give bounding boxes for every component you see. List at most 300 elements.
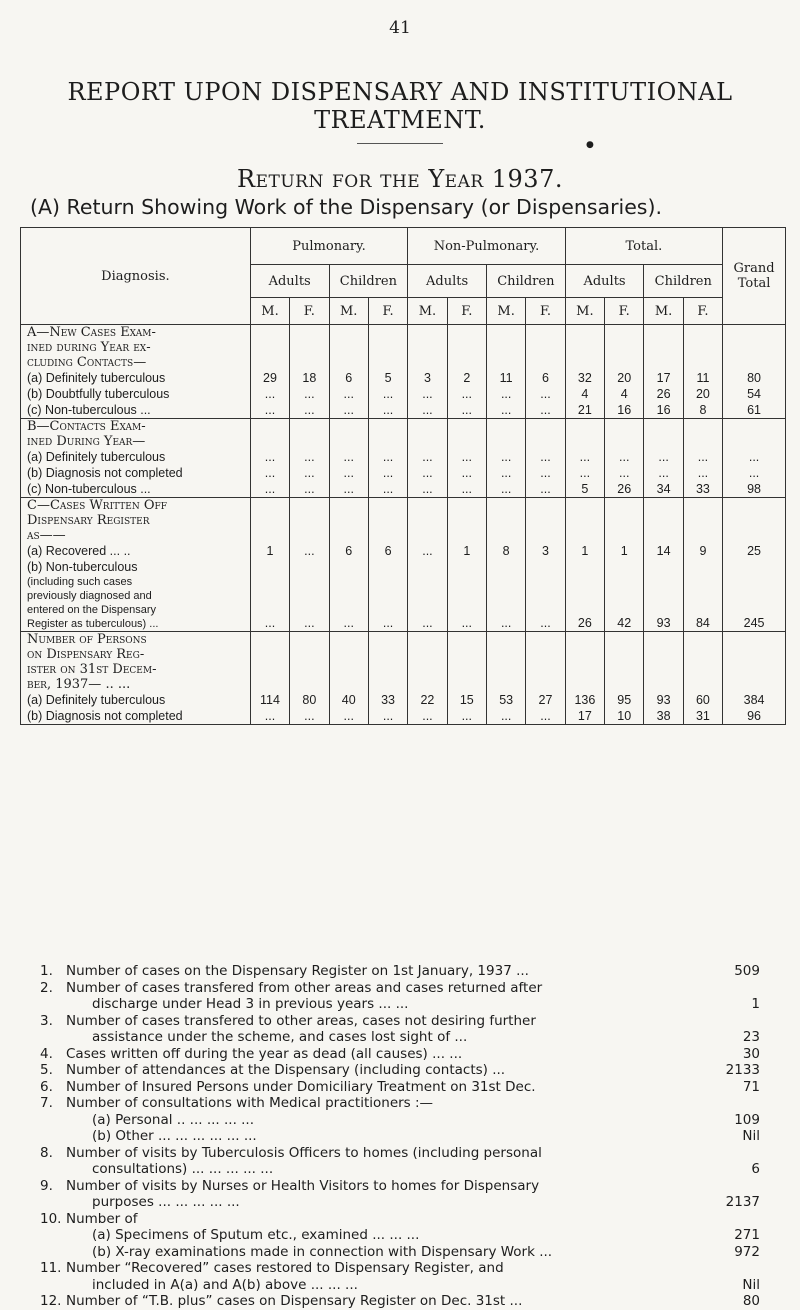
cell-value: ... xyxy=(500,482,512,496)
notes-list xyxy=(40,963,760,1310)
sex-header: M. xyxy=(486,298,525,325)
group-header-total: Total. xyxy=(565,228,722,265)
value-cell xyxy=(447,498,486,632)
cell-value: ... xyxy=(343,450,354,464)
row-label-text: (a) Definitely tuberculous xyxy=(27,371,166,385)
table-caption: (A) Return Showing Work of the Dispensary (or Dispensaries). xyxy=(30,195,663,219)
title-line-1: REPORT UPON DISPENSARY AND INSTITUTIONAL xyxy=(67,78,733,106)
cell-value: ... xyxy=(304,403,315,417)
value-cell xyxy=(605,498,644,632)
cell-value: 54 xyxy=(747,387,762,401)
sex-header: F. xyxy=(368,298,407,325)
cell-value: ... xyxy=(461,616,472,630)
section-heading: cluding Contacts— xyxy=(27,355,147,370)
sub-header-children: Children xyxy=(486,265,565,298)
section-heading: on Dispensary Reg- xyxy=(27,647,145,662)
row-label-note: entered on the Dispensary xyxy=(27,604,157,616)
value-cell xyxy=(565,498,604,632)
note-text: Number of consultations with Medical practitioners :— xyxy=(66,1095,434,1111)
cell-value: ... xyxy=(461,387,472,401)
value-cell xyxy=(683,325,722,419)
cell-value: 60 xyxy=(695,693,710,707)
title-line-2: TREATMENT. xyxy=(314,106,486,134)
cell-value: ... xyxy=(382,450,394,464)
note-number: 8. xyxy=(40,1144,53,1161)
note-value: 109 xyxy=(734,1111,760,1128)
section-heading: as—— xyxy=(27,528,66,543)
cell-value: 6 xyxy=(345,544,353,558)
cell-value: 4 xyxy=(581,387,589,401)
section-heading: ister on 31st Decem- xyxy=(27,662,157,677)
cell-value: ... xyxy=(461,482,472,496)
note-number xyxy=(40,1128,66,1145)
note-value: 6 xyxy=(751,1161,760,1177)
value-cell xyxy=(250,498,289,632)
cell-value: ... xyxy=(540,387,551,401)
row-label xyxy=(21,419,251,498)
cell-value: ... xyxy=(382,387,394,401)
value-cell xyxy=(447,632,486,725)
cell-value: 10 xyxy=(617,709,632,723)
cell-value: 84 xyxy=(695,616,710,630)
cell-value: ... xyxy=(658,466,669,480)
cell-value: 20 xyxy=(617,371,632,385)
note-number: 3. xyxy=(40,1012,53,1029)
cell-value: ... xyxy=(264,709,276,723)
note-line xyxy=(40,1161,760,1178)
cell-value: 53 xyxy=(499,693,514,707)
sub-header-adults: Adults xyxy=(250,265,329,298)
cell-value: ... xyxy=(540,482,551,496)
table-row xyxy=(21,498,786,632)
cell-value: ... xyxy=(304,616,315,630)
cell-value: 6 xyxy=(542,371,549,385)
sex-header: F. xyxy=(526,298,565,325)
cell-value: 22 xyxy=(420,693,435,707)
cell-value: ... xyxy=(382,466,394,480)
cell-value: 98 xyxy=(747,482,762,496)
sex-header: F. xyxy=(605,298,644,325)
note-line xyxy=(40,1112,760,1129)
cell-value: 1 xyxy=(581,544,589,558)
sex-header: F. xyxy=(683,298,722,325)
sub-header-adults: Adults xyxy=(408,265,487,298)
cell-value: 16 xyxy=(656,403,671,417)
cell-value: ... xyxy=(500,450,512,464)
value-cell xyxy=(683,498,722,632)
cell-value: ... xyxy=(658,450,669,464)
cell-value: 3 xyxy=(542,544,549,558)
sex-header: M. xyxy=(408,298,447,325)
cell-value: 8 xyxy=(502,544,510,558)
row-label-text: (c) Non-tuberculous ... xyxy=(27,403,151,417)
note-text: (b) X-ray examinations made in connection with Dispensary Work ... xyxy=(92,1243,553,1260)
cell-value: ... xyxy=(461,403,472,417)
cell-value: ... xyxy=(422,403,433,417)
note-line xyxy=(40,1227,760,1244)
value-cell xyxy=(250,419,289,498)
note-value: 1 xyxy=(751,996,760,1012)
value-cell xyxy=(683,632,722,725)
note-text: (a) Specimens of Sputum etc., examined ... ... ... xyxy=(92,1227,420,1243)
cell-value: ... xyxy=(461,466,472,480)
cell-value: 18 xyxy=(302,371,317,385)
sex-header: M. xyxy=(565,298,604,325)
cell-value: ... xyxy=(382,403,394,417)
note-text: assistance under the scheme, and cases lost sight of ... xyxy=(92,1029,468,1045)
note-text: Number of “T.B. plus” cases on Dispensary Register on Dec. 31st ... xyxy=(66,1293,523,1309)
stray-mark: ● xyxy=(586,140,594,150)
cell-value: 11 xyxy=(696,371,710,385)
cell-value: 33 xyxy=(381,693,396,707)
cell-value: 1 xyxy=(266,544,274,558)
cell-value: ... xyxy=(264,482,276,496)
cell-value: 20 xyxy=(695,387,710,401)
row-label-text: (a) Recovered ... .. xyxy=(27,544,131,558)
note-line xyxy=(40,1062,760,1079)
note-text: Cases written off during the year as dead (all causes) ... ... xyxy=(66,1045,463,1062)
cell-value: ... xyxy=(500,403,512,417)
note-number: 2. xyxy=(40,979,53,996)
cell-value: ... xyxy=(304,544,315,558)
value-cell xyxy=(329,325,368,419)
sex-header: M. xyxy=(250,298,289,325)
note-number: 9. xyxy=(40,1177,53,1194)
note-line xyxy=(40,1029,760,1046)
note-number xyxy=(40,1277,66,1294)
note-value: 30 xyxy=(742,1045,760,1062)
note-text: (a) Personal .. ... ... ... ... xyxy=(92,1111,255,1128)
diagnosis-header: Diagnosis. xyxy=(21,228,251,325)
value-cell xyxy=(526,325,565,419)
note-value: 71 xyxy=(742,1078,760,1095)
note-line xyxy=(40,963,760,980)
cell-value: ... xyxy=(382,616,394,630)
cell-value: ... xyxy=(343,403,354,417)
value-cell xyxy=(447,419,486,498)
note-number xyxy=(40,1244,66,1261)
cell-value: ... xyxy=(422,387,433,401)
cell-value: 32 xyxy=(577,371,592,385)
cell-value: 96 xyxy=(747,709,762,723)
cell-value: ... xyxy=(500,709,512,723)
cell-value: 2 xyxy=(463,371,471,385)
cell-value: ... xyxy=(748,450,760,464)
value-cell xyxy=(526,419,565,498)
cell-value: ... xyxy=(422,544,433,558)
cell-value: 42 xyxy=(617,616,632,630)
value-cell xyxy=(329,498,368,632)
row-label-text: (b) Diagnosis not completed xyxy=(27,466,183,480)
value-cell xyxy=(605,419,644,498)
cell-value: 3 xyxy=(423,371,431,385)
cell-value: 31 xyxy=(695,709,710,723)
note-line xyxy=(40,1145,760,1162)
note-line xyxy=(40,1293,760,1310)
cell-value: 8 xyxy=(699,403,707,417)
value-cell xyxy=(644,325,683,419)
value-cell xyxy=(723,632,786,725)
cell-value: ... xyxy=(264,466,276,480)
cell-value: ... xyxy=(619,466,630,480)
note-line xyxy=(40,1244,760,1261)
cell-value: 34 xyxy=(656,482,671,496)
note-value: 2133 xyxy=(725,1062,760,1078)
cell-value: 9 xyxy=(699,544,707,558)
note-value xyxy=(702,980,760,997)
cell-value: ... xyxy=(748,466,760,480)
cell-value: ... xyxy=(382,709,394,723)
sex-header: F. xyxy=(290,298,329,325)
cell-value: ... xyxy=(304,466,315,480)
cell-value: ... xyxy=(343,709,354,723)
value-cell xyxy=(723,419,786,498)
cell-value: 29 xyxy=(263,371,277,385)
value-cell xyxy=(565,632,604,725)
note-number xyxy=(40,996,66,1013)
note-value: 23 xyxy=(742,1029,760,1045)
cell-value: ... xyxy=(619,450,630,464)
note-text: Number of xyxy=(66,1210,138,1227)
value-cell xyxy=(250,325,289,419)
note-text: (b) Other ... ... ... ... ... ... xyxy=(92,1128,257,1144)
row-label-text: (a) Definitely tuberculous xyxy=(27,450,166,464)
header-row-groups xyxy=(21,228,786,265)
cell-value: 21 xyxy=(577,403,592,417)
note-text: purposes ... ... ... ... ... xyxy=(92,1194,240,1210)
note-number xyxy=(40,1029,66,1046)
cell-value: 6 xyxy=(384,544,392,558)
cell-value: ... xyxy=(264,616,276,630)
note-value: 2137 xyxy=(725,1194,760,1210)
sub-header-children: Children xyxy=(644,265,723,298)
value-cell xyxy=(605,632,644,725)
table-row xyxy=(21,632,786,725)
note-value xyxy=(702,1260,760,1277)
sex-header: M. xyxy=(644,298,683,325)
value-cell xyxy=(565,325,604,419)
cell-value: 114 xyxy=(260,693,280,707)
note-value: 509 xyxy=(734,963,760,979)
note-text: consultations) ... ... ... ... ... xyxy=(92,1161,274,1177)
cell-value: ... xyxy=(697,466,709,480)
note-value: 80 xyxy=(742,1293,760,1309)
cell-value: ... xyxy=(304,450,315,464)
cell-value: 16 xyxy=(617,403,632,417)
value-cell xyxy=(408,632,447,725)
note-number xyxy=(40,1194,66,1211)
cell-value: 80 xyxy=(747,371,762,385)
grand-total-header: Grand Total xyxy=(723,228,786,325)
value-cell xyxy=(368,325,407,419)
note-number: 1. xyxy=(40,963,53,979)
section-heading: Dispensary Register xyxy=(27,513,150,528)
note-line xyxy=(40,1211,760,1228)
cell-value: ... xyxy=(500,616,512,630)
cell-value: 384 xyxy=(743,693,765,707)
cell-value: ... xyxy=(697,450,709,464)
cell-value: ... xyxy=(304,709,315,723)
cell-value: 14 xyxy=(656,544,671,558)
note-number: 10. xyxy=(40,1210,62,1227)
value-cell xyxy=(526,498,565,632)
cell-value: ... xyxy=(343,387,354,401)
cell-value: ... xyxy=(343,482,354,496)
note-text: discharge under Head 3 in previous years ... ... xyxy=(92,996,409,1012)
section-heading: A—New Cases Exam- xyxy=(27,325,156,340)
value-cell xyxy=(526,632,565,725)
cell-value: 95 xyxy=(617,693,632,707)
value-cell xyxy=(723,325,786,419)
cell-value: ... xyxy=(343,466,354,480)
cell-value: ... xyxy=(304,482,315,496)
cell-value: 33 xyxy=(695,482,710,496)
cell-value: 27 xyxy=(538,693,553,707)
value-cell xyxy=(683,419,722,498)
cell-value: ... xyxy=(540,709,551,723)
row-label-text: (a) Definitely tuberculous xyxy=(27,693,166,707)
value-cell xyxy=(565,419,604,498)
cell-value: 11 xyxy=(499,371,513,385)
note-value xyxy=(702,1211,760,1228)
row-label-text: (b) Diagnosis not completed xyxy=(27,709,183,723)
cell-value: 26 xyxy=(577,616,592,630)
value-cell xyxy=(329,632,368,725)
note-value: 972 xyxy=(734,1243,760,1260)
page-number: 41 xyxy=(389,18,411,38)
note-value: Nil xyxy=(742,1276,760,1293)
value-cell xyxy=(250,632,289,725)
cell-value: ... xyxy=(540,403,551,417)
cell-value: ... xyxy=(500,466,512,480)
cell-value: ... xyxy=(500,387,512,401)
note-number: 6. xyxy=(40,1078,53,1095)
note-number: 12. xyxy=(40,1293,62,1309)
cell-value: ... xyxy=(264,387,276,401)
note-line xyxy=(40,996,760,1013)
cell-value: 17 xyxy=(656,371,671,385)
cell-value: ... xyxy=(304,387,315,401)
value-cell xyxy=(368,419,407,498)
value-cell xyxy=(290,498,329,632)
note-text: Number of cases on the Dispensary Register on 1st January, 1937 ... xyxy=(66,963,529,979)
cell-value: 38 xyxy=(656,709,671,723)
value-cell xyxy=(408,498,447,632)
cell-value: ... xyxy=(422,616,433,630)
note-text: Number of attendances at the Dispensary (including contacts) ... xyxy=(66,1062,506,1078)
value-cell xyxy=(408,419,447,498)
page-title xyxy=(60,78,740,134)
cell-value: 93 xyxy=(656,616,671,630)
value-cell xyxy=(447,325,486,419)
row-label-text: (c) Non-tuberculous ... xyxy=(27,482,151,496)
note-text: Number of cases transfered from other areas and cases returned after xyxy=(66,979,543,996)
cell-value: 25 xyxy=(747,544,762,558)
note-number: 4. xyxy=(40,1045,53,1062)
note-number xyxy=(40,1227,66,1244)
cell-value: 5 xyxy=(384,371,392,385)
note-line xyxy=(40,980,760,997)
note-number xyxy=(40,1161,66,1178)
note-text: included in A(a) and A(b) above ... ... ... xyxy=(92,1276,358,1293)
note-number: 7. xyxy=(40,1095,53,1111)
value-cell xyxy=(290,632,329,725)
table-row xyxy=(21,419,786,498)
note-line xyxy=(40,1079,760,1096)
value-cell xyxy=(408,325,447,419)
sex-header: F. xyxy=(447,298,486,325)
note-line xyxy=(40,1277,760,1294)
cell-value: 245 xyxy=(743,616,765,630)
group-header-non-pulmonary: Non-Pulmonary. xyxy=(408,228,565,265)
cell-value: 15 xyxy=(459,693,474,707)
row-label-text: (b) Doubtfully tuberculous xyxy=(27,387,170,401)
value-cell xyxy=(368,632,407,725)
value-cell xyxy=(486,632,525,725)
cell-value: ... xyxy=(422,482,433,496)
sub-header-adults: Adults xyxy=(565,265,644,298)
row-label-text: (b) Non-tuberculous xyxy=(27,560,138,574)
value-cell xyxy=(644,419,683,498)
row-label-note: previously diagnosed and xyxy=(27,590,152,602)
value-cell xyxy=(486,498,525,632)
note-line xyxy=(40,1128,760,1145)
note-text: Number of cases transfered to other areas, cases not desiring further xyxy=(66,1012,536,1029)
cell-value: ... xyxy=(579,450,591,464)
section-heading: ined during Year ex- xyxy=(27,340,151,355)
cell-value: ... xyxy=(264,403,276,417)
value-cell xyxy=(486,325,525,419)
section-heading: Number of Persons xyxy=(27,632,147,647)
value-cell xyxy=(368,498,407,632)
value-cell xyxy=(644,498,683,632)
cell-value: ... xyxy=(422,466,433,480)
subtitle: Return for the Year 1937. xyxy=(237,165,563,193)
cell-value: ... xyxy=(422,709,433,723)
sex-header: M. xyxy=(329,298,368,325)
value-cell xyxy=(486,419,525,498)
section-heading: C—Cases Written Off xyxy=(27,498,168,513)
value-cell xyxy=(605,325,644,419)
note-line xyxy=(40,1178,760,1195)
row-label xyxy=(21,632,251,725)
cell-value: 136 xyxy=(574,693,596,707)
cell-value: 26 xyxy=(656,387,671,401)
table-row xyxy=(21,325,786,419)
value-cell xyxy=(290,419,329,498)
note-value xyxy=(702,1013,760,1030)
cell-value: 61 xyxy=(747,403,762,417)
cell-value: 5 xyxy=(581,482,589,496)
note-value xyxy=(702,1145,760,1162)
note-value: Nil xyxy=(742,1128,760,1144)
note-line xyxy=(40,1194,760,1211)
cell-value: ... xyxy=(579,466,591,480)
cell-value: ... xyxy=(461,450,472,464)
cell-value: 1 xyxy=(463,544,471,558)
section-heading: ber, 1937— .. ... xyxy=(27,677,131,692)
cell-value: 4 xyxy=(620,387,628,401)
row-label xyxy=(21,498,251,632)
dispensary-return-table xyxy=(20,227,786,725)
value-cell xyxy=(723,498,786,632)
cell-value: ... xyxy=(422,450,433,464)
sub-header-children: Children xyxy=(329,265,408,298)
note-line xyxy=(40,1013,760,1030)
section-heading: ined During Year— xyxy=(27,434,146,449)
note-line xyxy=(40,1046,760,1063)
cell-value: ... xyxy=(264,450,276,464)
